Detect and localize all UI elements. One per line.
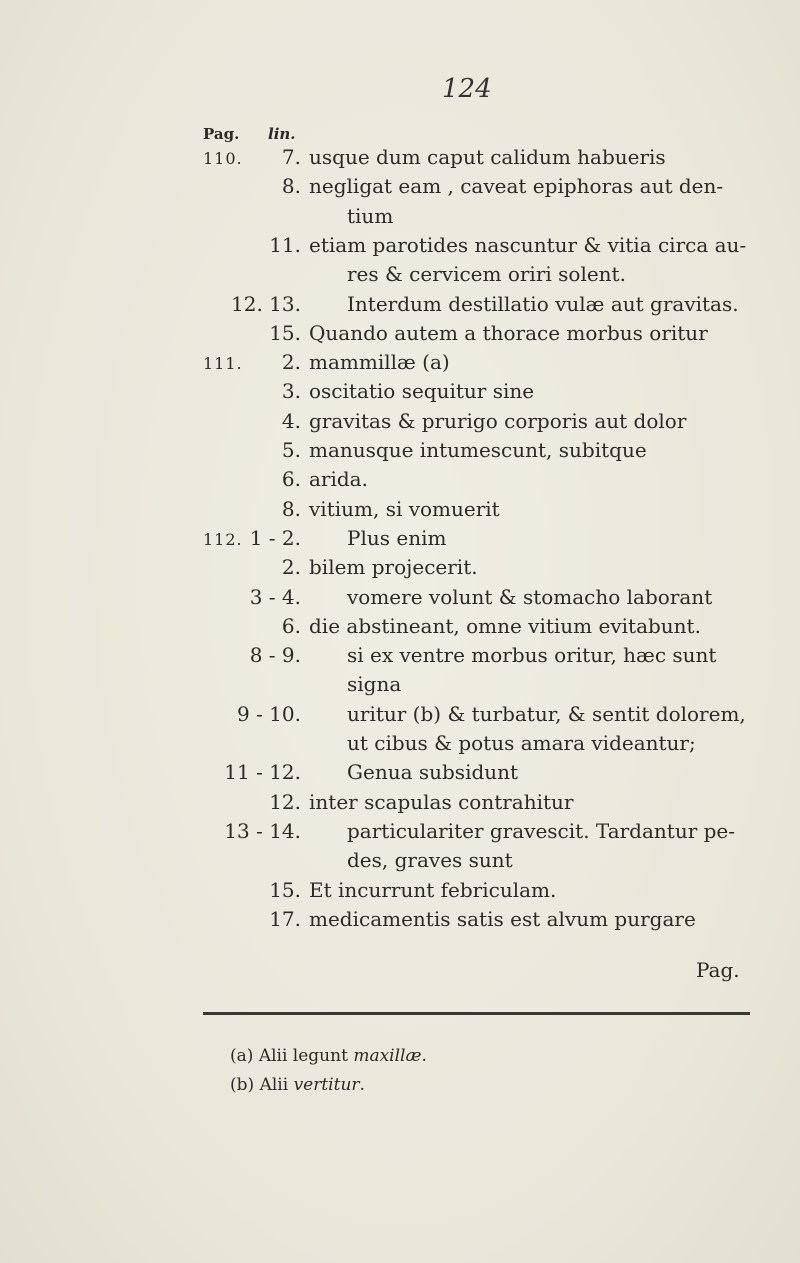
line-ref: 13 - 14. [224,818,301,843]
column-header-lin: lin. [268,125,296,143]
footnote-end: . [421,1046,427,1066]
errata-text: manusque intumescunt, subitque [309,438,647,462]
footnote-rule [203,1012,750,1015]
page-ref: 110. [203,149,243,168]
footnote-b [230,1075,365,1095]
errata-text: Et incurrunt febriculam. [309,877,557,902]
footnote-word: vertitur [293,1075,360,1095]
line-ref: 9 - 10. [236,701,301,726]
line-ref: 17. [269,906,301,931]
errata-row [0,379,800,409]
errata-row [0,555,800,585]
errata-text: uritur (b) & turbatur, & sentit dolorem, [347,701,746,726]
errata-row [0,467,800,497]
line-ref: 6. [281,467,301,492]
errata-row [0,672,800,702]
errata-row [0,878,800,908]
errata-text: oscitatio sequitur sine [309,379,535,404]
errata-row [0,321,800,351]
errata-text: ut cibus & potus amara videantur; [347,731,696,755]
errata-text: particulariter gravescit. Tardantur pe- [347,818,736,843]
footnote-end: . [359,1075,365,1095]
errata-row [0,848,800,878]
errata-text: etiam parotides nascuntur & vitia circa au- [309,232,747,257]
line-ref: 1 - 2. [249,525,301,550]
errata-row [0,760,800,790]
catchword: Pag. [696,958,740,982]
errata-text: tium [347,203,394,228]
errata-text: Interdum destillatio vulæ aut gravitas. [347,291,739,316]
footnote-mark: (a) [230,1046,254,1066]
errata-row [0,233,800,263]
errata-row [0,702,800,732]
footnote-word: maxillæ [353,1046,422,1066]
errata-row [0,350,800,380]
column-header-pag: Pag. [203,125,240,143]
errata-row [0,614,800,644]
line-ref: 2. [281,350,301,375]
line-ref: 7. [281,145,301,169]
errata-text: medicamentis satis est alvum purgare [309,906,696,931]
errata-text: bilem projecerit. [309,555,478,580]
page-ref: 111. [203,354,243,374]
errata-row [0,204,800,234]
errata-text: usque dum caput calidum habueris [309,145,666,169]
line-ref: 3 - 4. [249,584,301,609]
errata-row [0,438,800,468]
footnote-mark: (b) [230,1075,255,1095]
line-ref: 12. 13. [231,291,301,316]
errata-row [0,262,800,292]
footnote-a [230,1046,427,1066]
line-ref: 8. [281,174,301,199]
footnote-lead: Alii legunt [258,1046,348,1066]
errata-text: res & cervicem oriri solent. [347,262,626,287]
errata-row [0,409,800,439]
line-ref: 8. [281,496,301,521]
line-ref: 3. [281,379,301,404]
page-ref: 112. [203,529,243,549]
errata-row [0,643,800,673]
line-ref: 2. [281,555,301,580]
errata-row [0,145,800,175]
errata-row [0,819,800,849]
errata-row [0,585,800,615]
errata-text: Plus enim [347,525,447,550]
errata-text: negligat eam , caveat epiphoras aut den- [309,174,724,199]
errata-text: signa [347,672,402,697]
line-ref: 11 - 12. [224,760,301,785]
errata-text: gravitas & prurigo corporis aut dolor [309,408,687,433]
page-number: 124 [442,74,492,104]
errata-row [0,526,800,556]
line-ref: 12. [269,789,301,814]
errata-text: Genua subsidunt [347,760,519,785]
errata-text: vitium, si vomuerit [309,496,500,521]
errata-row [0,790,800,820]
line-ref: 15. [269,877,301,902]
errata-row [0,731,800,761]
errata-row [0,292,800,322]
line-ref: 8 - 9. [249,643,301,668]
line-ref: 4. [281,408,301,433]
errata-text: vomere volunt & stomacho laborant [347,584,713,609]
line-ref: 5. [281,438,301,462]
errata-text: des, graves sunt [347,848,513,873]
line-ref: 6. [281,613,301,638]
errata-text: mammillæ (a) [309,350,450,375]
errata-text: inter scapulas contrahitur [309,789,574,814]
errata-text: si ex ventre morbus oritur, hæc sunt [347,643,717,668]
line-ref: 11. [269,232,301,257]
footnote-lead: Alii [259,1075,289,1095]
errata-row [0,174,800,204]
errata-text: Quando autem a thorace morbus oritur [309,320,708,345]
errata-text: arida. [309,467,368,492]
errata-row [0,497,800,527]
line-ref: 15. [269,320,301,345]
errata-row [0,907,800,937]
errata-text: die abstineant, omne vitium evitabunt. [309,613,701,638]
